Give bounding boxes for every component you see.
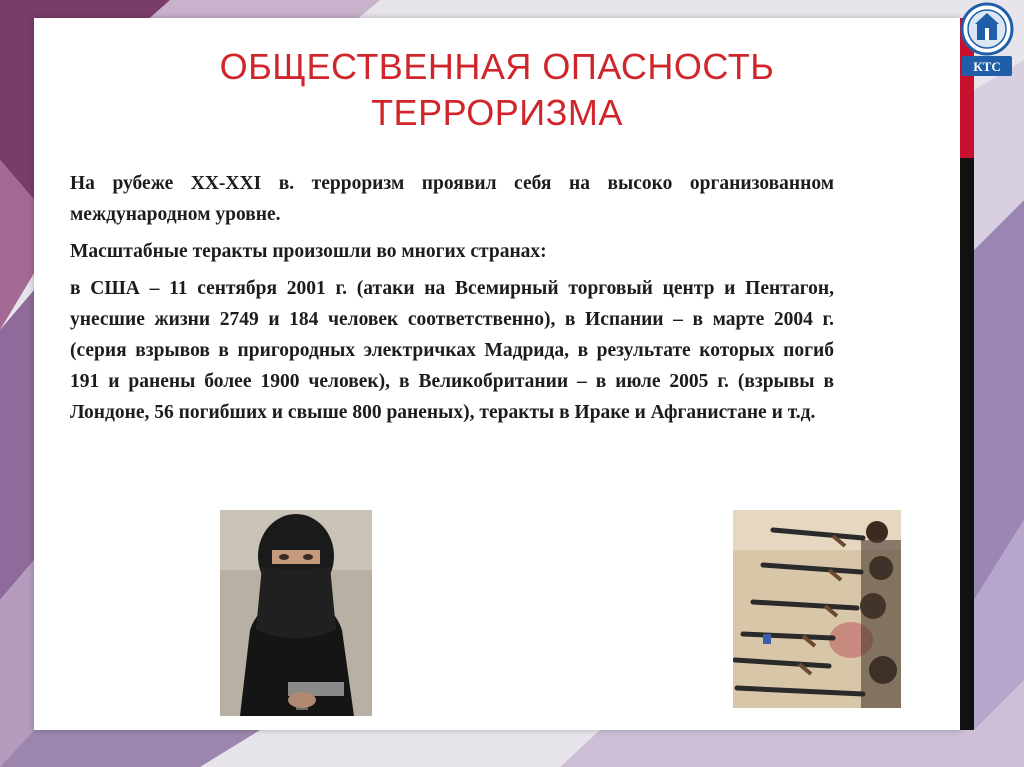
title-line-2: ТЕРРОРИЗМА [371, 92, 623, 133]
paragraph-lead: Масштабные теракты произошли во многих странах: [70, 241, 547, 262]
body-text [70, 168, 834, 434]
logo-text: КТС [973, 59, 1001, 74]
veiled-woman-photo [220, 510, 372, 716]
title-line-1: ОБЩЕСТВЕННАЯ ОПАСНОСТЬ [219, 46, 775, 87]
paragraph-examples: в США – 11 сентября 2001 г. (атаки на Всемирный торговый центр и Пентагон, унесшие жизни 2749 и 184 человек соответственно), в Испании – в марте 2004 г. (серия взрывов в пригородных электричках Мадрида, в результате которых погиб 191 и ранены более 1900 человек), в Великобритании – в июле 2005 г. (взрывы в Лондоне, 56 погибших и свыше 800 раненых), теракты в Ираке и Афганистане и т.д. [70, 278, 834, 423]
side-accent-bar [960, 18, 974, 730]
page-title [34, 44, 960, 136]
armed-fighters-photo [733, 510, 901, 708]
paragraph-intro: На рубеже XX-XXI в. терроризм проявил себя на высоко организованном международном уровне. [70, 173, 834, 225]
institution-logo-icon [958, 2, 1016, 80]
